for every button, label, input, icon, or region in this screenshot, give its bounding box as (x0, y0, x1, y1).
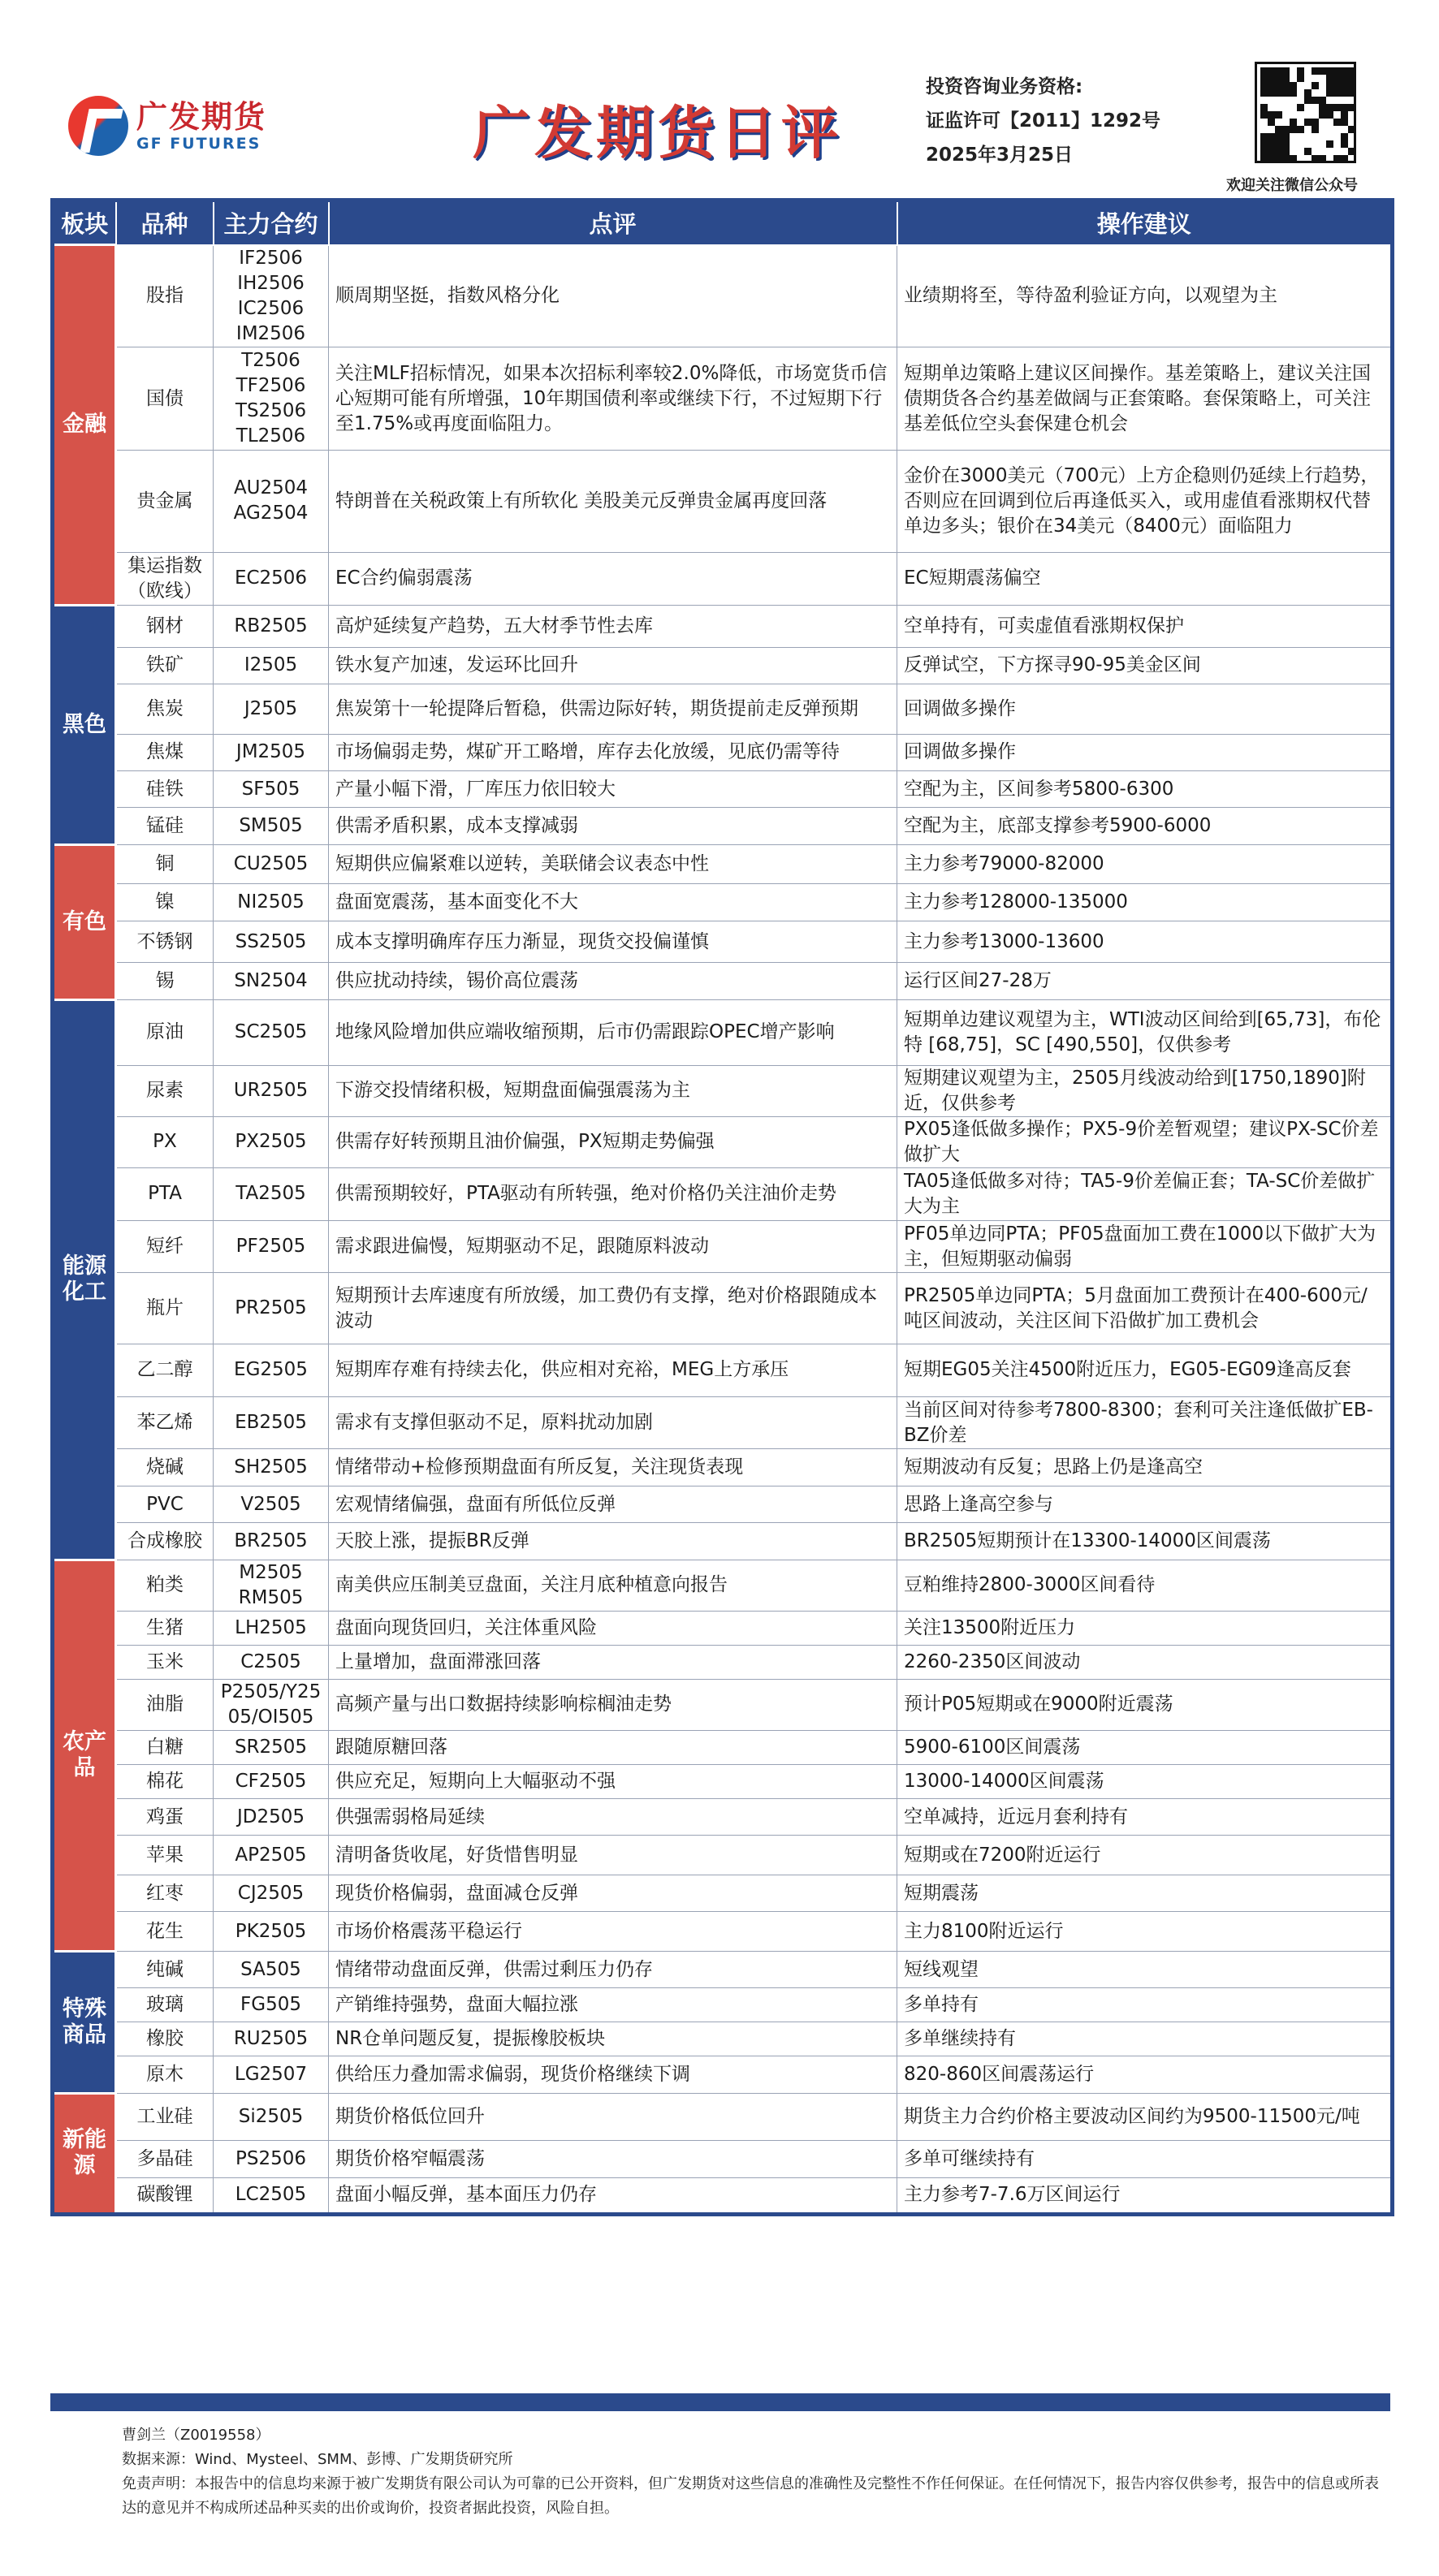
comment-cell: 地缘风险增加供应端收缩预期，后市仍需跟踪OPEC增产影响 (329, 999, 897, 1065)
variety-cell: 玉米 (116, 1645, 214, 1679)
contract-cell: CU2505 (214, 844, 329, 884)
sector-cell: 新能源 (53, 2093, 116, 2214)
variety-cell: 钢材 (116, 605, 214, 647)
variety-cell: 原油 (116, 999, 214, 1065)
variety-cell: 生猪 (116, 1611, 214, 1645)
table-row (53, 1560, 1393, 1611)
table-row (53, 1273, 1393, 1344)
comment-cell: 铁水复产加速，发运环比回升 (329, 647, 897, 684)
variety-cell: 纯碱 (116, 1951, 214, 1987)
contract-cell: Si2505 (214, 2093, 329, 2140)
variety-cell: 白糖 (116, 1730, 214, 1764)
comment-cell: 关注MLF招标情况，如果本次招标利率较2.0%降低，市场宽货币信心短期可能有所增强，10年期国债利率或继续下行，不过短期下行至1.75%或再度面临阻力。 (329, 347, 897, 450)
table-row (53, 770, 1393, 807)
contract-cell: PF2505 (214, 1220, 329, 1273)
advice-cell: 2260-2350区间波动 (897, 1645, 1393, 1679)
col-header-sector: 板块 (53, 201, 116, 245)
table-row (53, 1912, 1393, 1952)
contract-cell: EG2505 (214, 1344, 329, 1396)
variety-cell: 集运指数（欧线） (116, 553, 214, 606)
col-header-variety: 品种 (116, 201, 214, 245)
table-row (53, 245, 1393, 347)
comment-cell: 产量小幅下滑，厂库压力依旧较大 (329, 770, 897, 807)
col-header-comment: 点评 (329, 201, 897, 245)
contract-cell: P2505/Y2505/OI505 (214, 1679, 329, 1730)
table-row (53, 2177, 1393, 2214)
qualification-line2: 证监许可【2011】1292号 (926, 110, 1161, 132)
comment-cell: 期货价格低位回升 (329, 2093, 897, 2140)
contract-cell: T2506 TF2506 TS2506 TL2506 (214, 347, 329, 450)
contract-cell: LC2505 (214, 2177, 329, 2214)
advice-cell: 主力参考79000-82000 (897, 844, 1393, 884)
variety-cell: 苯乙烯 (116, 1396, 214, 1449)
comment-cell: 需求跟进偏慢，短期驱动不足，跟随原料波动 (329, 1220, 897, 1273)
col-header-contract: 主力合约 (214, 201, 329, 245)
contract-cell: SN2504 (214, 963, 329, 999)
contract-cell: SH2505 (214, 1449, 329, 1486)
variety-cell: PTA (116, 1167, 214, 1220)
advice-cell: 短期单边策略上建议区间操作。基差策略上，建议关注国债期货各合约基差做阔与正套策略。套保策略上，可关注基差低位空头套保建仓机会 (897, 347, 1393, 450)
table-row (53, 884, 1393, 921)
variety-cell: 原木 (116, 2056, 214, 2093)
contract-cell: AU2504 AG2504 (214, 450, 329, 552)
advice-cell: 短期单边建议观望为主，WTI波动区间给到[65,73]，布伦特 [68,75]，SC [490,550]，仅供参考 (897, 999, 1393, 1065)
table-row (53, 808, 1393, 844)
variety-cell: 股指 (116, 245, 214, 347)
comment-cell: 短期预计去库速度有所放缓，加工费仍有支撑，绝对价格跟随成本波动 (329, 1273, 897, 1344)
comment-cell: 焦炭第十一轮提降后暂稳，供需边际好转，期货提前走反弹预期 (329, 684, 897, 735)
advice-cell: 主力参考128000-135000 (897, 884, 1393, 921)
advice-cell: 多单持有 (897, 1988, 1393, 2022)
advice-cell: PX05逢低做多操作；PX5-9价差暂观望；建议PX-SC价差做扩大 (897, 1116, 1393, 1167)
contract-cell: NI2505 (214, 884, 329, 921)
advice-cell: PF05单边同PTA；PF05盘面加工费在1000以下做扩大为主，但短期驱动偏弱 (897, 1220, 1393, 1273)
variety-cell: 锰硅 (116, 808, 214, 844)
qr-caption: 欢迎关注微信公众号 (1226, 177, 1358, 194)
variety-cell: 碳酸锂 (116, 2177, 214, 2214)
comment-cell: 短期供应偏紧难以逆转，美联储会议表态中性 (329, 844, 897, 884)
advice-cell: 短线观望 (897, 1951, 1393, 1987)
footer-disclaimer: 免责声明：本报告中的信息均来源于被广发期货有限公司认为可靠的已公开资料，但广发期货对这些信息的准确性及完整性不作任何保证。在任何情况下，报告内容仅供参考，报告中的信息或所表达的意见并不构成所述品种买卖的出价或询价，投资者据此投资，风险自担。 (122, 2475, 1379, 2517)
sector-cell: 特殊商品 (53, 1951, 116, 2093)
variety-cell: 合成橡胶 (116, 1523, 214, 1560)
sector-cell: 农产品 (53, 1560, 116, 1951)
table-body (53, 245, 1393, 2215)
contract-cell: M2505 RM505 (214, 1560, 329, 1611)
advice-cell: 当前区间对待参考7800-8300；套利可关注逢低做扩EB-BZ价差 (897, 1396, 1393, 1449)
table-row (53, 921, 1393, 963)
comment-cell: 盘面向现货回归，关注体重风险 (329, 1611, 897, 1645)
table-row (53, 1764, 1393, 1798)
table-row (53, 2022, 1393, 2056)
variety-cell: PVC (116, 1486, 214, 1522)
logo-en: GF FUTURES (136, 135, 261, 153)
col-header-advice: 操作建议 (897, 201, 1393, 245)
contract-cell: I2505 (214, 647, 329, 684)
contract-cell: RU2505 (214, 2022, 329, 2056)
table-row (53, 1396, 1393, 1449)
table-row (53, 553, 1393, 606)
comment-cell: 短期库存难有持续去化，供应相对充裕，MEG上方承压 (329, 1344, 897, 1396)
table-row (53, 734, 1393, 770)
table-row (53, 1065, 1393, 1116)
variety-cell: 油脂 (116, 1679, 214, 1730)
gf-logo-icon (68, 96, 128, 156)
contract-cell: LG2507 (214, 2056, 329, 2093)
table-row (53, 1486, 1393, 1522)
advice-cell: PR2505单边同PTA；5月盘面加工费预计在400-600元/吨区间波动，关注区间下沿做扩加工费机会 (897, 1273, 1393, 1344)
variety-cell: 工业硅 (116, 2093, 214, 2140)
contract-cell: PS2506 (214, 2141, 329, 2177)
company-logo (68, 96, 266, 156)
comment-cell: 市场偏弱走势，煤矿开工略增，库存去化放缓，见底仍需等待 (329, 734, 897, 770)
comment-cell: 产销维持强势，盘面大幅拉涨 (329, 1988, 897, 2022)
table-row (53, 844, 1393, 884)
contract-cell: C2505 (214, 1645, 329, 1679)
contract-cell: SC2505 (214, 999, 329, 1065)
contract-cell: JD2505 (214, 1799, 329, 1836)
variety-cell: 乙二醇 (116, 1344, 214, 1396)
contract-cell: J2505 (214, 684, 329, 735)
qualification-info (926, 70, 1160, 172)
table-row (53, 1799, 1393, 1836)
sector-cell: 有色 (53, 844, 116, 999)
qr-code-icon (1255, 62, 1356, 163)
variety-cell: 棉花 (116, 1764, 214, 1798)
footer-source: 数据来源：Wind、Mysteel、SMM、彭博、广发期货研究所 (122, 2451, 513, 2468)
footer-bar (50, 2393, 1390, 2411)
advice-cell: 主力参考13000-13600 (897, 921, 1393, 963)
qualification-line1: 投资咨询业务资格: (926, 76, 1083, 97)
contract-cell: SF505 (214, 770, 329, 807)
variety-cell: 花生 (116, 1912, 214, 1952)
comment-cell: 供需矛盾积累，成本支撑减弱 (329, 808, 897, 844)
variety-cell: 红枣 (116, 1875, 214, 1911)
table-row (53, 1988, 1393, 2022)
comment-cell: 跟随原糖回落 (329, 1730, 897, 1764)
advice-cell: 主力8100附近运行 (897, 1912, 1393, 1952)
comment-cell: 成本支撑明确库存压力渐显，现货交投偏谨慎 (329, 921, 897, 963)
comment-cell: 高频产量与出口数据持续影响棕榈油走势 (329, 1679, 897, 1730)
advice-cell: 空单减持，近远月套利持有 (897, 1799, 1393, 1836)
comment-cell: EC合约偏弱震荡 (329, 553, 897, 606)
advice-cell: 多单可继续持有 (897, 2141, 1393, 2177)
table-row (53, 2141, 1393, 2177)
sector-cell: 黑色 (53, 605, 116, 844)
comment-cell: NR仓单问题反复，提振橡胶板块 (329, 2022, 897, 2056)
variety-cell: 焦炭 (116, 684, 214, 735)
advice-cell: TA05逢低做多对待；TA5-9价差偏正套；TA-SC价差做扩大为主 (897, 1167, 1393, 1220)
sector-cell: 金融 (53, 245, 116, 606)
advice-cell: 期货主力合约价格主要波动区间约为9500-11500元/吨 (897, 2093, 1393, 2140)
comment-cell: 南美供应压制美豆盘面，关注月底种植意向报告 (329, 1560, 897, 1611)
comment-cell: 盘面小幅反弹，基本面压力仍存 (329, 2177, 897, 2214)
contract-cell: IF2506 IH2506 IC2506 IM2506 (214, 245, 329, 347)
advice-cell: 短期震荡 (897, 1875, 1393, 1911)
comment-cell: 供应充足，短期向上大幅驱动不强 (329, 1764, 897, 1798)
table-row (53, 1679, 1393, 1730)
advice-cell: 思路上逢高空参与 (897, 1486, 1393, 1522)
advice-cell: 预计P05短期或在9000附近震荡 (897, 1679, 1393, 1730)
table-row (53, 2093, 1393, 2140)
comment-cell: 供需存好转预期且油价偏强，PX短期走势偏强 (329, 1116, 897, 1167)
variety-cell: 不锈钢 (116, 921, 214, 963)
variety-cell: 烧碱 (116, 1449, 214, 1486)
table-row (53, 1344, 1393, 1396)
contract-cell: JM2505 (214, 734, 329, 770)
table-row (53, 1523, 1393, 1560)
advice-cell: 5900-6100区间震荡 (897, 1730, 1393, 1764)
report-header (0, 0, 1439, 195)
table-row (53, 1611, 1393, 1645)
table-row (53, 2056, 1393, 2093)
contract-cell: V2505 (214, 1486, 329, 1522)
advice-cell: 回调做多操作 (897, 734, 1393, 770)
logo-cn: 广发期货 (136, 99, 267, 135)
comment-cell: 供强需弱格局延续 (329, 1799, 897, 1836)
contract-cell: TA2505 (214, 1167, 329, 1220)
comment-cell: 清明备货收尾，好货惜售明显 (329, 1836, 897, 1875)
table-row (53, 684, 1393, 735)
contract-cell: PR2505 (214, 1273, 329, 1344)
contract-cell: AP2505 (214, 1836, 329, 1875)
table-row (53, 1220, 1393, 1273)
table-row (53, 450, 1393, 552)
table-row (53, 1645, 1393, 1679)
table-row (53, 1951, 1393, 1987)
comment-cell: 期货价格窄幅震荡 (329, 2141, 897, 2177)
variety-cell: 短纤 (116, 1220, 214, 1273)
variety-cell: 焦煤 (116, 734, 214, 770)
advice-cell: 回调做多操作 (897, 684, 1393, 735)
variety-cell: 苹果 (116, 1836, 214, 1875)
contract-cell: CJ2505 (214, 1875, 329, 1911)
contract-cell: LH2505 (214, 1611, 329, 1645)
comment-cell: 需求有支撑但驱动不足，原料扰动加剧 (329, 1396, 897, 1449)
comment-cell: 盘面宽震荡，基本面变化不大 (329, 884, 897, 921)
advice-cell: 820-860区间震荡运行 (897, 2056, 1393, 2093)
advice-cell: 运行区间27-28万 (897, 963, 1393, 999)
contract-cell: UR2505 (214, 1065, 329, 1116)
advice-cell: 空配为主，区间参考5800-6300 (897, 770, 1393, 807)
table-row (53, 999, 1393, 1065)
table-row (53, 605, 1393, 647)
comment-cell: 上量增加，盘面滞涨回落 (329, 1645, 897, 1679)
variety-cell: 镍 (116, 884, 214, 921)
advice-cell: 主力参考7-7.6万区间运行 (897, 2177, 1393, 2214)
advice-cell: 短期或在7200附近运行 (897, 1836, 1393, 1875)
advice-cell: 短期波动有反复；思路上仍是逢高空 (897, 1449, 1393, 1486)
advice-cell: 豆粕维持2800-3000区间看待 (897, 1560, 1393, 1611)
table-row (53, 1116, 1393, 1167)
variety-cell: 粕类 (116, 1560, 214, 1611)
variety-cell: 硅铁 (116, 770, 214, 807)
advice-cell: 多单继续持有 (897, 2022, 1393, 2056)
table-row (53, 647, 1393, 684)
table-row (53, 1167, 1393, 1220)
variety-cell: 鸡蛋 (116, 1799, 214, 1836)
contract-cell: SR2505 (214, 1730, 329, 1764)
report-title: 广发期货日评 (473, 100, 843, 166)
comment-cell: 供给压力叠加需求偏弱，现货价格继续下调 (329, 2056, 897, 2093)
variety-cell: 铜 (116, 844, 214, 884)
contract-cell: SS2505 (214, 921, 329, 963)
comment-cell: 天胶上涨，提振BR反弹 (329, 1523, 897, 1560)
contract-cell: PK2505 (214, 1912, 329, 1952)
table-row (53, 1836, 1393, 1875)
table-row (53, 1875, 1393, 1911)
advice-cell: 空单持有，可卖虚值看涨期权保护 (897, 605, 1393, 647)
variety-cell: 瓶片 (116, 1273, 214, 1344)
advice-cell: 关注13500附近压力 (897, 1611, 1393, 1645)
advice-cell: EC短期震荡偏空 (897, 553, 1393, 606)
comment-cell: 供需预期较好，PTA驱动有所转强，绝对价格仍关注油价走势 (329, 1167, 897, 1220)
comment-cell: 市场价格震荡平稳运行 (329, 1912, 897, 1952)
sector-cell: 能源化工 (53, 999, 116, 1560)
advice-cell: 反弹试空，下方探寻90-95美金区间 (897, 647, 1393, 684)
comment-cell: 宏观情绪偏强，盘面有所低位反弹 (329, 1486, 897, 1522)
variety-cell: 多晶硅 (116, 2141, 214, 2177)
comment-cell: 情绪带动盘面反弹，供需过剩压力仍存 (329, 1951, 897, 1987)
variety-cell: 玻璃 (116, 1988, 214, 2022)
contract-cell: PX2505 (214, 1116, 329, 1167)
comment-cell: 供应扰动持续，锡价高位震荡 (329, 963, 897, 999)
variety-cell: 国债 (116, 347, 214, 450)
advice-cell: 空配为主，底部支撑参考5900-6000 (897, 808, 1393, 844)
contract-cell: CF2505 (214, 1764, 329, 1798)
contract-cell: EC2506 (214, 553, 329, 606)
variety-cell: 铁矿 (116, 647, 214, 684)
table-row (53, 963, 1393, 999)
advice-cell: BR2505短期预计在13300-14000区间震荡 (897, 1523, 1393, 1560)
advice-cell: 短期建议观望为主，2505月线波动给到[1750,1890]附近，仅供参考 (897, 1065, 1393, 1116)
variety-cell: 尿素 (116, 1065, 214, 1116)
contract-cell: FG505 (214, 1988, 329, 2022)
footer (122, 2423, 1389, 2521)
contract-cell: SM505 (214, 808, 329, 844)
advice-cell: 13000-14000区间震荡 (897, 1764, 1393, 1798)
table-row (53, 347, 1393, 450)
contract-cell: EB2505 (214, 1396, 329, 1449)
table-row (53, 1730, 1393, 1764)
comment-cell: 下游交投情绪积极，短期盘面偏强震荡为主 (329, 1065, 897, 1116)
daily-review-table (50, 198, 1394, 2216)
table-row (53, 1449, 1393, 1486)
comment-cell: 现货价格偏弱，盘面减仓反弹 (329, 1875, 897, 1911)
contract-cell: SA505 (214, 1951, 329, 1987)
comment-cell: 特朗普在关税政策上有所软化 美股美元反弹贵金属再度回落 (329, 450, 897, 552)
variety-cell: 橡胶 (116, 2022, 214, 2056)
report-date: 2025年3月25日 (926, 145, 1074, 166)
comment-cell: 高炉延续复产趋势，五大材季节性去库 (329, 605, 897, 647)
footer-author: 曹剑兰（Z0019558） (122, 2427, 270, 2444)
comment-cell: 情绪带动+检修预期盘面有所反复，关注现货表现 (329, 1449, 897, 1486)
comment-cell: 顺周期坚挺，指数风格分化 (329, 245, 897, 347)
advice-cell: 金价在3000美元（700元）上方企稳则仍延续上行趋势，否则应在回调到位后再逢低买入，或用虚值看涨期权代替单边多头；银价在34美元（8400元）面临阻力 (897, 450, 1393, 552)
advice-cell: 业绩期将至，等待盈利验证方向，以观望为主 (897, 245, 1393, 347)
variety-cell: PX (116, 1116, 214, 1167)
variety-cell: 锡 (116, 963, 214, 999)
table-header-row (53, 201, 1393, 245)
contract-cell: RB2505 (214, 605, 329, 647)
contract-cell: BR2505 (214, 1523, 329, 1560)
advice-cell: 短期EG05关注4500附近压力，EG05-EG09逢高反套 (897, 1344, 1393, 1396)
variety-cell: 贵金属 (116, 450, 214, 552)
